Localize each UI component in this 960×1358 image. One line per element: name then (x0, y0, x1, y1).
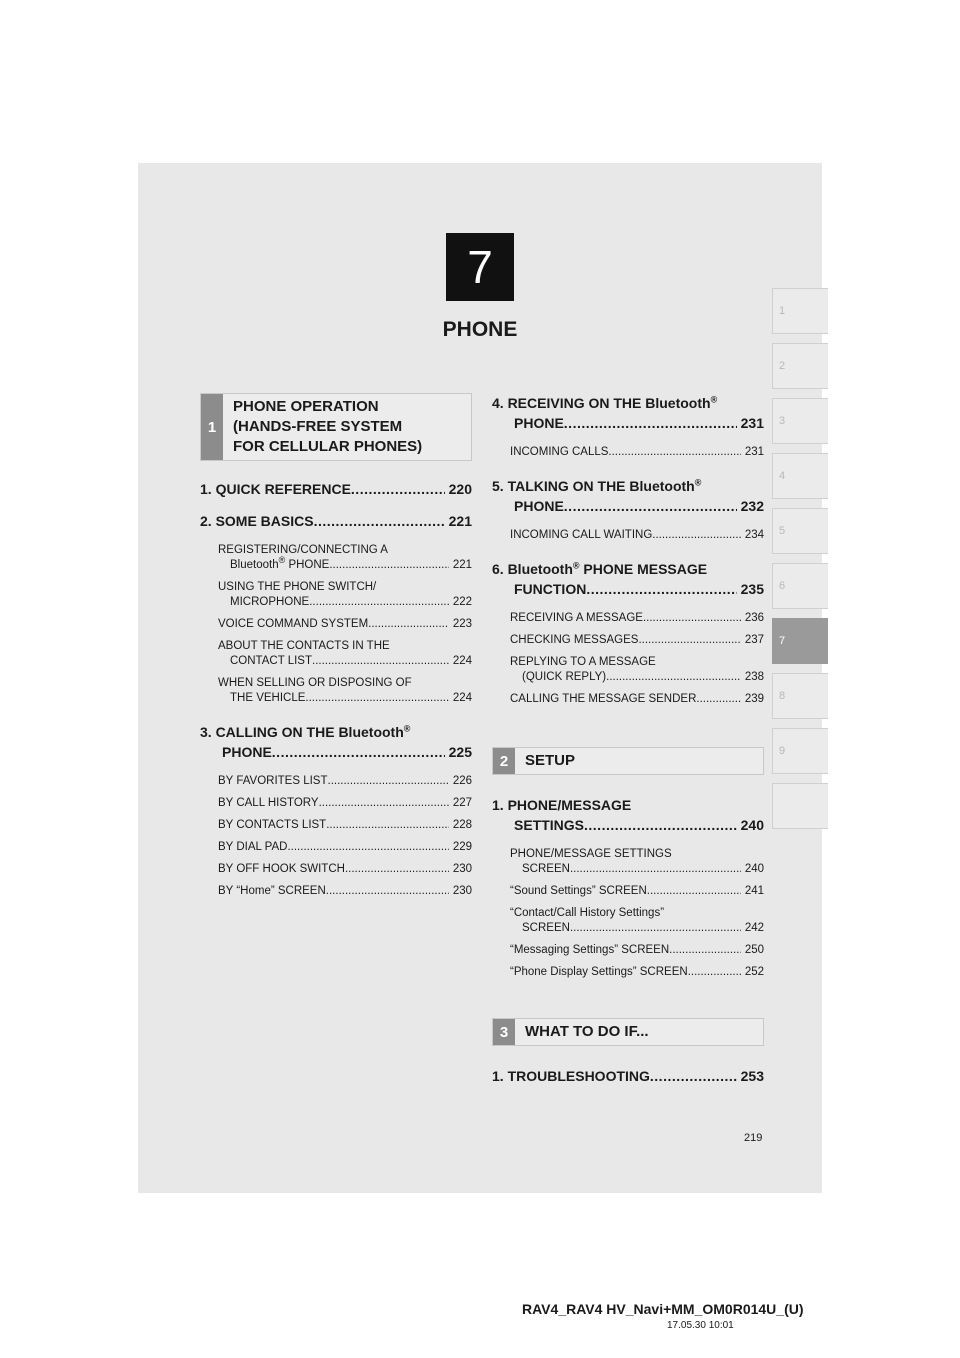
toc-right-column (492, 393, 764, 1098)
toc-entry-receiving[interactable]: 4. RECEIVING ON THE Bluetooth® PHONE ..... 231 (492, 393, 764, 433)
section-number: 1 (201, 394, 223, 460)
chapter-tab-blank (772, 783, 828, 829)
toc-sub-contacts-list[interactable]: BY CONTACTS LIST ..... 228 (218, 818, 472, 833)
toc-sub-off-hook[interactable]: BY OFF HOOK SWITCH ..... 230 (218, 862, 472, 877)
toc-sub-checking-messages[interactable]: CHECKING MESSAGES ..... 237 (510, 633, 764, 648)
chapter-title: PHONE (442, 318, 518, 341)
toc-sub-incoming-calls[interactable]: INCOMING CALLS ..... 231 (510, 445, 764, 460)
chapter-tabs (772, 288, 828, 838)
section-title: PHONE OPERATION (HANDS-FREE SYSTEM FOR CELLULAR PHONES) (233, 398, 423, 455)
toc-entry-troubleshooting[interactable]: 1. TROUBLESHOOTING ..... 253 (492, 1066, 764, 1086)
toc-sub-sound-settings[interactable]: “Sound Settings” SCREEN ..... 241 (510, 884, 764, 899)
page-number: 219 (744, 1132, 763, 1144)
chapter-number-box (446, 233, 514, 301)
toc-entry-quick-reference[interactable]: 1. QUICK REFERENCE ..... 220 (200, 479, 472, 499)
chapter-tab-4[interactable]: 4 (772, 453, 828, 499)
footer-document-code: RAV4_RAV4 HV_Navi+MM_OM0R014U_(U) (522, 1301, 804, 1317)
chapter-tab-7[interactable]: 7 (772, 618, 828, 664)
toc-left-column (200, 393, 472, 906)
section-header-1 (200, 393, 472, 461)
chapter-tab-5[interactable]: 5 (772, 508, 828, 554)
chapter-number: 7 (467, 241, 493, 293)
section-header-2: 2 SETUP (492, 747, 764, 775)
chapter-tab-6[interactable]: 6 (772, 563, 828, 609)
toc-sub-registering[interactable]: REGISTERING/CONNECTING A Bluetooth® PHONE ..... 221 (218, 543, 472, 573)
toc-sub-contact-history-settings[interactable]: “Contact/Call History Settings” SCREEN ..... 242 (510, 906, 764, 936)
toc-sub-replying[interactable]: REPLYING TO A MESSAGE (QUICK REPLY) ..... 238 (510, 655, 764, 685)
toc-sub-settings-screen[interactable]: PHONE/MESSAGE SETTINGS SCREEN ..... 240 (510, 847, 764, 877)
toc-sub-phone-switch[interactable]: USING THE PHONE SWITCH/ MICROPHONE ..... 222 (218, 580, 472, 610)
toc-sub-selling[interactable]: WHEN SELLING OR DISPOSING OF THE VEHICLE ..... 224 (218, 676, 472, 706)
footer-timestamp: 17.05.30 10:01 (667, 1320, 734, 1331)
chapter-tab-9[interactable]: 9 (772, 728, 828, 774)
chapter-tab-1[interactable]: 1 (772, 288, 828, 334)
chapter-tab-3[interactable]: 3 (772, 398, 828, 444)
toc-sub-call-waiting[interactable]: INCOMING CALL WAITING ..... 234 (510, 528, 764, 543)
toc-sub-favorites[interactable]: BY FAVORITES LIST ..... 226 (218, 774, 472, 789)
toc-sub-contacts[interactable]: ABOUT THE CONTACTS IN THE CONTACT LIST ..... 224 (218, 639, 472, 669)
toc-sub-call-history[interactable]: BY CALL HISTORY ..... 227 (218, 796, 472, 811)
toc-sub-dial-pad[interactable]: BY DIAL PAD ..... 229 (218, 840, 472, 855)
toc-sub-calling-sender[interactable]: CALLING THE MESSAGE SENDER ..... 239 (510, 692, 764, 707)
toc-entry-some-basics[interactable]: 2. SOME BASICS ..... 221 (200, 511, 472, 531)
toc-entry-calling[interactable]: 3. CALLING ON THE Bluetooth® PHONE ..... 225 (200, 722, 472, 762)
toc-sub-home-screen[interactable]: BY “Home” SCREEN ..... 230 (218, 884, 472, 899)
toc-sub-receiving-message[interactable]: RECEIVING A MESSAGE ..... 236 (510, 611, 764, 626)
chapter-tab-8[interactable]: 8 (772, 673, 828, 719)
section-header-3: 3 WHAT TO DO IF... (492, 1018, 764, 1046)
toc-entry-phone-message-settings[interactable]: 1. PHONE/MESSAGE SETTINGS ..... 240 (492, 795, 764, 835)
toc-sub-display-settings[interactable]: “Phone Display Settings” SCREEN ..... 252 (510, 965, 764, 980)
toc-sub-voice-command[interactable]: VOICE COMMAND SYSTEM ..... 223 (218, 617, 472, 632)
toc-entry-talking[interactable]: 5. TALKING ON THE Bluetooth® PHONE ..... 232 (492, 476, 764, 516)
toc-entry-message-function[interactable]: 6. Bluetooth® PHONE MESSAGE FUNCTION ..... 235 (492, 559, 764, 599)
toc-sub-messaging-settings[interactable]: “Messaging Settings” SCREEN ..... 250 (510, 943, 764, 958)
chapter-tab-2[interactable]: 2 (772, 343, 828, 389)
